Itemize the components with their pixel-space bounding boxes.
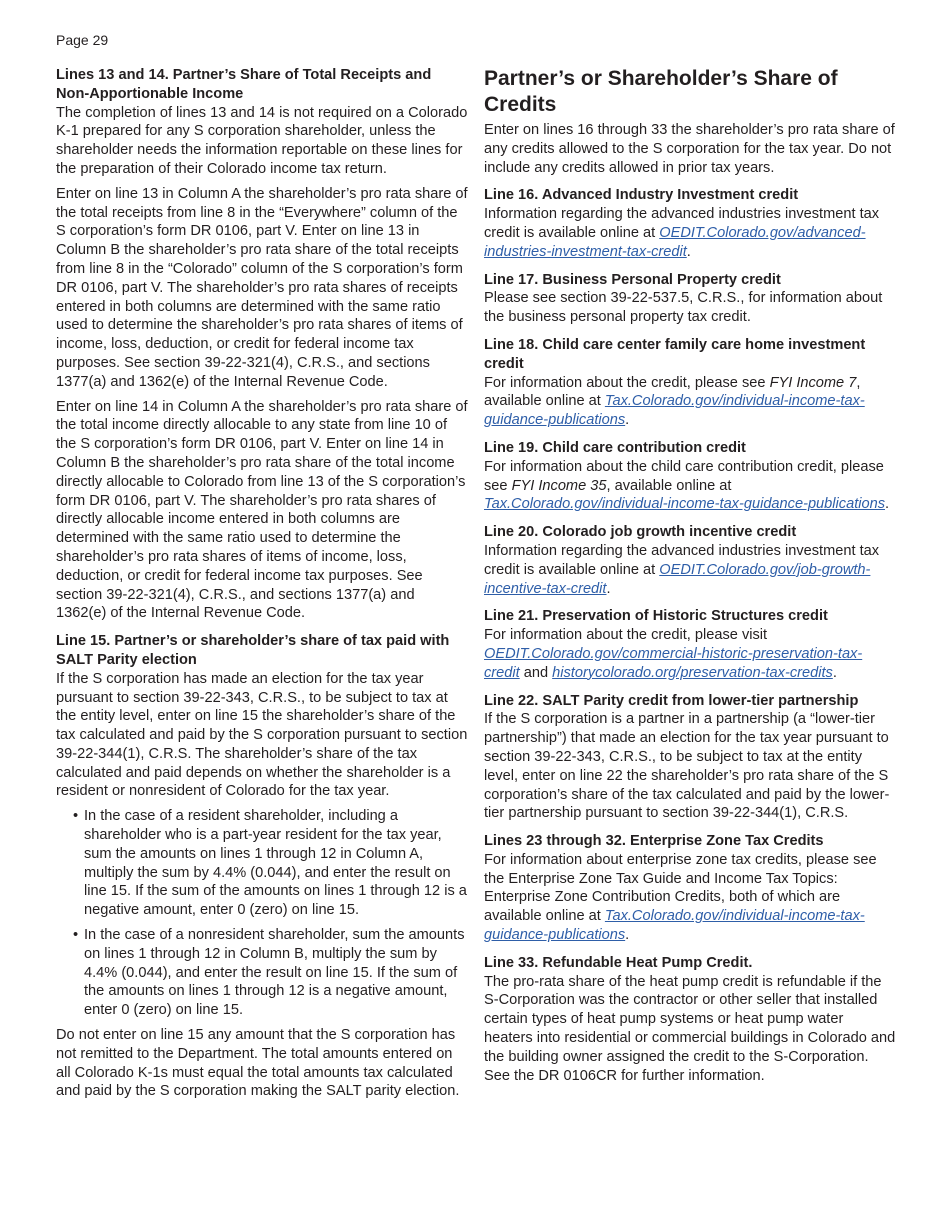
list-item: • In the case of a nonresident shareholder, sum the amounts on lines 1 through 12 in Column B, multiply the sum by 4.4% (0.044), and enter the result on line 15. If the sum of the amounts on lines 1 through 12 is a negative amount, enter 0 (zero) on line 15. <box>84 926 468 1020</box>
section-heading: Line 17. Business Personal Property credit <box>484 271 781 288</box>
section-heading: Lines 13 and 14. Partner’s Share of Total Receipts and Non-Apportionable Income <box>56 67 432 102</box>
paragraph <box>484 205 896 261</box>
publication-name: FYI Income 7 <box>769 374 857 391</box>
left-column <box>56 66 468 1110</box>
section-line-33 <box>484 954 896 1086</box>
section-heading: Line 18. Child care center family care home investment credit <box>484 336 866 372</box>
paragraph: If the S corporation is a partner in a partnership (a “lower-tier partnership”) that made an election for the tax year pursuant to section 39-22-343, C.R.S., to be subject to tax at the entity level, enter on line 22 the shareholder’s pro rata share of the S corporation’s share of the tax calculated and paid by the lower-tier partnership pursuant to section 39-22-344(1), C.R.S. <box>484 711 890 822</box>
bullet-list <box>56 807 468 1020</box>
section-lines-23-32 <box>484 832 896 945</box>
history-colorado-link[interactable]: historycolorado.org/preservation-tax-credits <box>552 664 833 681</box>
paragraph: Please see section 39-22-537.5, C.R.S., for information about the business personal property tax credit. <box>484 290 883 326</box>
section-line-21 <box>484 607 896 682</box>
section-heading: Line 19. Child care contribution credit <box>484 439 746 456</box>
section-line-19 <box>484 439 896 514</box>
section-heading: Lines 23 through 32. Enterprise Zone Tax Credits <box>484 833 824 850</box>
text: and <box>519 664 553 681</box>
paragraph <box>484 851 896 945</box>
paragraph <box>484 542 896 598</box>
text: For information about the credit, please see <box>484 374 770 391</box>
credits-title: Partner’s or Shareholder’s Share of Credits <box>484 67 838 116</box>
section-line-20 <box>484 523 896 598</box>
section-line-22 <box>484 692 896 824</box>
text: , available online at <box>484 374 861 410</box>
paragraph: The completion of lines 13 and 14 is not required on a Colorado K-1 prepared for any S corporation shareholder, unless the shareholder needs the information reportable on these lines for the preparation of their Colorado income tax return. <box>56 104 468 177</box>
tax-publications-link[interactable]: Tax.Colorado.gov/individual-income-tax-guidance-publications <box>484 496 886 513</box>
oedit-job-growth-link[interactable]: OEDIT.Colorado.gov/job-growth-incentive-tax-credit <box>484 561 871 597</box>
paragraph: Enter on lines 16 through 33 the shareholder’s pro rata share of any credits allowed to the S corporation for the tax year. Do not include any credits allowed in prior tax years. <box>484 122 895 176</box>
paragraph: Enter on line 13 in Column A the shareholder’s pro rata share of the total receipts from line 8 in the “Everywhere” column of the S corporation’s form DR 0106, part V. Enter on line 13 in Column B the shareholder’s pro rata share of the total receipts from line 8 in the “Colorado” column of the S corporation’s form DR 0106, part V. The shareholder’s pro rata shares of receipts entered in both columns are determined with the same ratio used to determine the shareholder’s pro rata shares of items of income, loss, deduction, or credit for federal income tax purposes. See section 39-22-321(4), C.R.S., and sections 1377(a) and 1362(e) of the Internal Revenue Code. <box>56 185 468 390</box>
right-column <box>484 66 896 1094</box>
paragraph <box>484 626 896 682</box>
paragraph: Do not enter on line 15 any amount that the S corporation has not remitted to the Department. The total amounts entered on all Colorado K-1s must equal the total amounts tax calculated and paid by the S corporation making the SALT parity election. <box>56 1027 460 1100</box>
section-heading: Line 16. Advanced Industry Investment credit <box>484 187 799 204</box>
text: . <box>625 412 630 429</box>
paragraph <box>484 458 896 514</box>
section-line-17 <box>484 271 896 327</box>
text: , available online at <box>606 477 732 494</box>
oedit-historic-preservation-link[interactable]: OEDIT.Colorado.gov/commercial-historic-preservation-tax-credit <box>484 645 863 681</box>
section-line-15 <box>56 632 468 1101</box>
paragraph <box>484 374 896 430</box>
text: Information regarding the advanced industries investment tax credit is available online at <box>484 206 880 241</box>
text: For information about the child care contribution credit, please see <box>484 458 884 494</box>
list-item: • In the case of a resident shareholder, including a shareholder who is a part-year resident for the tax year, sum the amounts on lines 1 through 12 in Column A, multiply the sum by 4.4% (0.044), and enter the result on line 15. If the sum of the amounts on lines 1 through 12 is a negative amount, enter 0 (zero) on line 15. <box>84 807 468 920</box>
paragraph: If the S corporation has made an election for the tax year pursuant to section 39-22-343, C.R.S., to be subject to tax at the entity level, enter on line 15 the shareholder’s share of the tax calculated and paid by the S corporation pursuant to section 39-22-344(1), C.R.S. The shareholder’s share of the tax calculated and paid depends on whether the shareholder is a resident or nonresident of Colorado for the tax year. <box>56 670 468 800</box>
section-line-18 <box>484 336 896 430</box>
credits-intro <box>484 121 896 177</box>
text: Information regarding the advanced industries investment tax credit is available online at <box>484 542 880 578</box>
text: . <box>885 496 890 513</box>
paragraph: The pro-rata share of the heat pump credit is refundable if the S-Corporation was the contractor or other seller that installed certain types of heat pump systems or heat pump water heaters into residential or commercial buildings in Colorado and the building owner assigned the credit to the S-Corporation. See the DR 0106CR for further information. <box>484 973 896 1084</box>
section-heading: Line 33. Refundable Heat Pump Credit. <box>484 954 753 971</box>
page-number: Page 29 <box>56 32 109 48</box>
section-heading: Line 22. SALT Parity credit from lower-tier partnership <box>484 692 859 709</box>
text: . <box>606 580 611 597</box>
text: . <box>625 927 630 944</box>
text: . <box>832 664 837 681</box>
section-lines-13-14 <box>56 66 468 623</box>
section-heading: Line 20. Colorado job growth incentive credit <box>484 524 797 541</box>
tax-publications-link[interactable]: Tax.Colorado.gov/individual-income-tax-guidance-publications <box>484 393 865 429</box>
section-heading: Line 21. Preservation of Historic Structures credit <box>484 608 828 625</box>
section-heading: Line 15. Partner’s or shareholder’s share of tax paid with SALT Parity election <box>56 633 450 668</box>
text: For information about the credit, please visit <box>484 627 768 644</box>
paragraph: Enter on line 14 in Column A the shareholder’s pro rata share of the total income directly allocable to any state from line 10 of the S corporation’s form DR 0106, part V. Enter on line 14 in Column B the shareholder’s pro rata share of the total income directly allocable to Colorado from line 13 of the S corporation’s form DR 0106, part V. The shareholder’s pro rata shares of directly allocable income entered in both columns are determined with the same ratio used to determine the shareholder’s pro rata shares of items of income, loss, deduction, or credit for federal income tax purposes. See section 39-22-321(4), C.R.S., and sections 1377(a) and 1362(e) of the Internal Revenue Code. <box>56 398 468 622</box>
text: . <box>686 243 691 260</box>
text: For information about enterprise zone tax credits, please see the Enterprise Zone Tax Guide and Income Tax Topics: Enterprise Zone Contribution Credits, both of which are available online at <box>484 851 877 925</box>
section-line-16 <box>484 186 896 261</box>
tax-publications-link[interactable]: Tax.Colorado.gov/individual-income-tax-guidance-publications <box>484 908 865 944</box>
publication-name: FYI Income 35 <box>511 477 607 494</box>
oedit-advanced-industries-link[interactable]: OEDIT.Colorado.gov/advanced-industries-investment-tax-credit <box>484 224 866 260</box>
